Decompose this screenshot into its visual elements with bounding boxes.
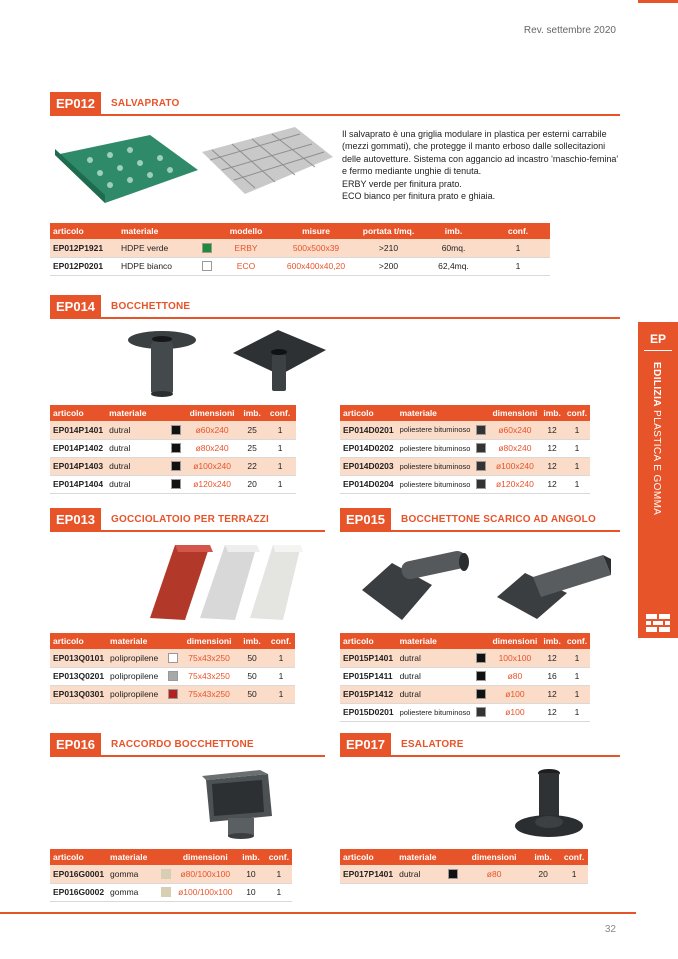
table-row	[340, 439, 590, 457]
table-row	[50, 883, 292, 901]
cell-conf: 1	[564, 667, 590, 685]
cell-material: polipropilene	[107, 649, 165, 667]
cell-code: EP016G0002	[50, 883, 107, 901]
cell-size: 600x400x40,20	[276, 257, 356, 275]
cell-dim: 75x43x250	[181, 667, 237, 685]
ep016-table	[50, 849, 292, 902]
cell-code: EP014D0201	[340, 421, 397, 439]
cell-material: gomma	[107, 865, 158, 883]
table-row	[340, 421, 590, 439]
col-header: imb.	[237, 633, 267, 649]
col-header: materiale	[107, 849, 158, 865]
cell-material: HDPE bianco	[118, 257, 198, 275]
description-line-3: ECO bianco per finitura prato e ghiaia.	[342, 191, 496, 202]
col-header: materiale	[118, 223, 198, 239]
cell-pack: 20	[526, 865, 560, 883]
section-code: EP012	[50, 92, 101, 114]
cell-conf: 1	[264, 421, 296, 439]
color-swatch-beige	[161, 869, 171, 879]
col-header: imb.	[526, 849, 560, 865]
col-header: dimensioni	[489, 405, 540, 421]
col-header: materiale	[106, 405, 168, 421]
section-code: EP016	[50, 733, 101, 755]
table-row	[50, 475, 296, 493]
side-tab-divider	[644, 350, 672, 351]
side-tab-label	[651, 362, 662, 515]
color-swatch-black	[476, 671, 486, 681]
cell-dim: 75x43x250	[181, 685, 237, 703]
color-swatch-white	[202, 261, 212, 271]
table-row	[340, 667, 590, 685]
cell-code: EP012P0201	[50, 257, 118, 275]
col-header: articolo	[50, 849, 107, 865]
cell-code: EP015P1401	[340, 649, 397, 667]
cell-conf: 1	[564, 649, 590, 667]
green-grid-image	[50, 125, 200, 205]
cell-pack: 12	[540, 421, 563, 439]
cell-dim: 100x100	[489, 649, 540, 667]
col-header: conf.	[266, 849, 292, 865]
white-grid-image	[200, 122, 335, 197]
cell-conf: 1	[264, 457, 296, 475]
bottom-accent-line	[0, 912, 636, 914]
col-header: articolo	[50, 223, 118, 239]
table-row	[340, 649, 590, 667]
color-swatch-green	[202, 243, 212, 253]
cell-code: EP015P1412	[340, 685, 397, 703]
color-swatch-red	[168, 689, 178, 699]
col-header: dimensioni	[184, 405, 240, 421]
cell-code: EP016G0001	[50, 865, 107, 883]
section-code: EP017	[340, 733, 391, 755]
cell-material: poliestere bituminoso	[397, 421, 474, 439]
revision-date: Rev. settembre 2020	[523, 25, 616, 36]
side-tab-code: EP	[649, 332, 666, 346]
col-header: dimensioni	[462, 849, 526, 865]
color-swatch-black	[448, 869, 458, 879]
cell-material: poliestere bituminoso	[397, 439, 474, 457]
cell-pack: 25	[240, 439, 264, 457]
cell-code: EP014P1404	[50, 475, 106, 493]
color-swatch-black	[171, 425, 181, 435]
cell-pack: 12	[540, 475, 563, 493]
section-title: GOCCIOLATOIO PER TERRAZZI	[111, 513, 270, 525]
cell-conf: 1	[564, 703, 590, 721]
cell-code: EP014D0202	[340, 439, 397, 457]
col-header: imb.	[240, 405, 264, 421]
ep014-table-dutral	[50, 405, 296, 494]
color-swatch-dark	[476, 425, 486, 435]
section-header-ep016	[50, 733, 325, 757]
bricks-icon	[646, 614, 670, 632]
section-code: EP015	[340, 508, 391, 530]
section-header-ep015	[340, 508, 620, 532]
connector-image	[198, 770, 278, 840]
table-row	[340, 457, 590, 475]
section-title: RACCORDO BOCCHETTONE	[111, 738, 254, 750]
col-header: imb.	[540, 405, 563, 421]
col-header: imb.	[421, 223, 486, 239]
col-header: conf.	[560, 849, 588, 865]
color-swatch-black	[171, 479, 181, 489]
side-tab-label-rest: PLASTICA E GOMMA	[651, 406, 662, 516]
color-swatch-grey	[168, 671, 178, 681]
cell-code: EP014P1401	[50, 421, 106, 439]
col-header: conf.	[486, 223, 550, 239]
ep012-table	[50, 223, 550, 276]
cell-pack: 10	[236, 865, 265, 883]
section-title: BOCCHETTONE	[111, 300, 191, 312]
table-row	[50, 649, 295, 667]
cell-pack: 50	[237, 667, 267, 685]
table-row	[50, 239, 550, 257]
cell-conf: 1	[564, 475, 590, 493]
section-header-ep013	[50, 508, 325, 532]
col-header: articolo	[340, 405, 397, 421]
cell-dim: ø80x240	[184, 439, 240, 457]
ep014-table-bitumen	[340, 405, 590, 494]
cell-pack: 12	[540, 685, 563, 703]
description-line-2: ERBY verde per finitura prato.	[342, 178, 462, 189]
col-header: conf.	[564, 633, 590, 649]
col-header: misure	[276, 223, 356, 239]
cell-material: dutral	[106, 475, 168, 493]
col-header: articolo	[340, 849, 396, 865]
col-header: imb.	[540, 633, 563, 649]
cell-model: ECO	[216, 257, 276, 275]
angle-outlet-round-image	[360, 545, 475, 625]
table-row	[50, 667, 295, 685]
col-header: materiale	[397, 405, 474, 421]
cell-dim: ø120x240	[489, 475, 540, 493]
cell-pack: 22	[240, 457, 264, 475]
ep012-description	[342, 128, 620, 202]
cell-material: poliestere bituminoso	[397, 457, 474, 475]
cell-material: dutral	[106, 457, 168, 475]
color-swatch-dark	[476, 443, 486, 453]
cell-conf: 1	[560, 865, 588, 883]
cell-dim: ø100	[489, 703, 540, 721]
cell-material: gomma	[107, 883, 158, 901]
col-header: modello	[216, 223, 276, 239]
cell-pack: 10	[236, 883, 265, 901]
table-row	[50, 439, 296, 457]
cell-pack: 20	[240, 475, 264, 493]
cell-conf: 1	[486, 239, 550, 257]
cell-dim: ø100x240	[489, 457, 540, 475]
col-header: conf.	[267, 633, 295, 649]
cell-dim: ø80	[462, 865, 526, 883]
cell-pack: 50	[237, 649, 267, 667]
color-swatch-black	[171, 443, 181, 453]
section-header-ep012	[50, 92, 620, 116]
cell-dim: ø100x240	[184, 457, 240, 475]
cell-load: >210	[356, 239, 421, 257]
cell-load: >200	[356, 257, 421, 275]
section-header-ep014	[50, 295, 620, 319]
cell-pack: 50	[237, 685, 267, 703]
cell-pack: 12	[540, 439, 563, 457]
cell-code: EP014D0204	[340, 475, 397, 493]
drip-edge-image	[145, 540, 305, 625]
cell-pack: 12	[540, 703, 563, 721]
cell-size: 500x500x39	[276, 239, 356, 257]
cell-conf: 1	[264, 475, 296, 493]
cell-dim: ø60x240	[489, 421, 540, 439]
col-header: conf.	[264, 405, 296, 421]
cell-code: EP015P1411	[340, 667, 397, 685]
color-swatch-black	[476, 689, 486, 699]
cell-conf: 1	[264, 439, 296, 457]
col-header: materiale	[107, 633, 165, 649]
table-row	[340, 865, 588, 883]
cell-conf: 1	[267, 685, 295, 703]
cell-dim: ø120x240	[184, 475, 240, 493]
cell-code: EP014P1403	[50, 457, 106, 475]
cell-pack: 12	[540, 457, 563, 475]
ep015-table	[340, 633, 590, 722]
angle-outlet-square-image	[495, 545, 615, 620]
cell-code: EP014D0203	[340, 457, 397, 475]
cell-conf: 1	[486, 257, 550, 275]
cell-dim: ø80/100x100	[174, 865, 236, 883]
cell-conf: 1	[564, 421, 590, 439]
ep017-table	[340, 849, 588, 884]
table-row	[50, 457, 296, 475]
section-title: ESALATORE	[401, 738, 464, 750]
table-row	[340, 475, 590, 493]
table-row	[340, 685, 590, 703]
cell-pack: 62,4mq.	[421, 257, 486, 275]
table-row	[50, 257, 550, 275]
cell-dim: ø100/100x100	[174, 883, 236, 901]
table-row	[50, 865, 292, 883]
section-header-ep017	[340, 733, 620, 757]
page-number: 32	[604, 924, 616, 935]
color-swatch-black	[476, 653, 486, 663]
color-swatch-dark	[476, 461, 486, 471]
cell-pack: 12	[540, 649, 563, 667]
col-header: dimensioni	[181, 633, 237, 649]
side-category-tab[interactable]	[638, 322, 678, 638]
cell-conf: 1	[267, 649, 295, 667]
cell-code: EP012P1921	[50, 239, 118, 257]
cell-conf: 1	[564, 685, 590, 703]
side-tab-label-bold: EDILIZIA	[651, 362, 662, 407]
cell-code: EP015D0201	[340, 703, 397, 721]
cell-code: EP013Q0201	[50, 667, 107, 685]
cell-pack: 25	[240, 421, 264, 439]
cell-conf: 1	[267, 667, 295, 685]
cell-material: dutral	[396, 865, 444, 883]
cell-code: EP013Q0101	[50, 649, 107, 667]
top-accent-line	[638, 0, 678, 3]
cell-conf: 1	[564, 457, 590, 475]
cell-dim: 75x43x250	[181, 649, 237, 667]
color-swatch-white	[168, 653, 178, 663]
col-header: dimensioni	[174, 849, 236, 865]
section-code: EP013	[50, 508, 101, 530]
col-header: articolo	[50, 633, 107, 649]
color-swatch-dark	[476, 479, 486, 489]
cell-model: ERBY	[216, 239, 276, 257]
col-header: materiale	[397, 633, 474, 649]
cell-pack: 16	[540, 667, 563, 685]
bitumen-outlet-image	[228, 325, 328, 395]
cell-material: HDPE verde	[118, 239, 198, 257]
col-header: materiale	[396, 849, 444, 865]
col-header: articolo	[50, 405, 106, 421]
vent-image	[512, 768, 587, 840]
color-swatch-beige	[161, 887, 171, 897]
section-title: BOCCHETTONE SCARICO AD ANGOLO	[401, 513, 596, 525]
cell-dim: ø80	[489, 667, 540, 685]
cell-material: polipropilene	[107, 667, 165, 685]
color-swatch-dark	[476, 707, 486, 717]
col-header: dimensioni	[489, 633, 540, 649]
col-header: articolo	[340, 633, 397, 649]
section-code: EP014	[50, 295, 101, 317]
cell-conf: 1	[266, 883, 292, 901]
ep013-table	[50, 633, 295, 704]
cell-code: EP017P1401	[340, 865, 396, 883]
cell-dim: ø100	[489, 685, 540, 703]
table-row	[50, 421, 296, 439]
cell-conf: 1	[266, 865, 292, 883]
cell-dim: ø60x240	[184, 421, 240, 439]
cell-material: polipropilene	[107, 685, 165, 703]
cell-material: poliestere bituminoso	[397, 475, 474, 493]
cell-material: poliestere bituminoso	[397, 703, 474, 721]
cell-material: dutral	[106, 421, 168, 439]
color-swatch-black	[171, 461, 181, 471]
section-title: SALVAPRATO	[111, 97, 180, 109]
cell-material: dutral	[397, 649, 474, 667]
col-header: portata t/mq.	[356, 223, 421, 239]
col-header: conf.	[564, 405, 590, 421]
cell-code: EP014P1402	[50, 439, 106, 457]
description-main: Il salvaprato è una griglia modulare in plastica per esterni carrabile (mezzi gommati), che protegge il manto erboso dalle sollecitazioni delle autovetture. Sistema con aggancio ad incastro 'maschio-femina' e fermo mediante unghie di tenuta.	[342, 129, 619, 177]
cell-conf: 1	[564, 439, 590, 457]
cell-material: dutral	[397, 685, 474, 703]
cell-pack: 60mq.	[421, 239, 486, 257]
table-row	[50, 685, 295, 703]
drain-outlet-image	[125, 328, 200, 398]
cell-dim: ø80x240	[489, 439, 540, 457]
cell-code: EP013Q0301	[50, 685, 107, 703]
cell-material: dutral	[106, 439, 168, 457]
table-row	[340, 703, 590, 721]
cell-material: dutral	[397, 667, 474, 685]
col-header: imb.	[236, 849, 265, 865]
